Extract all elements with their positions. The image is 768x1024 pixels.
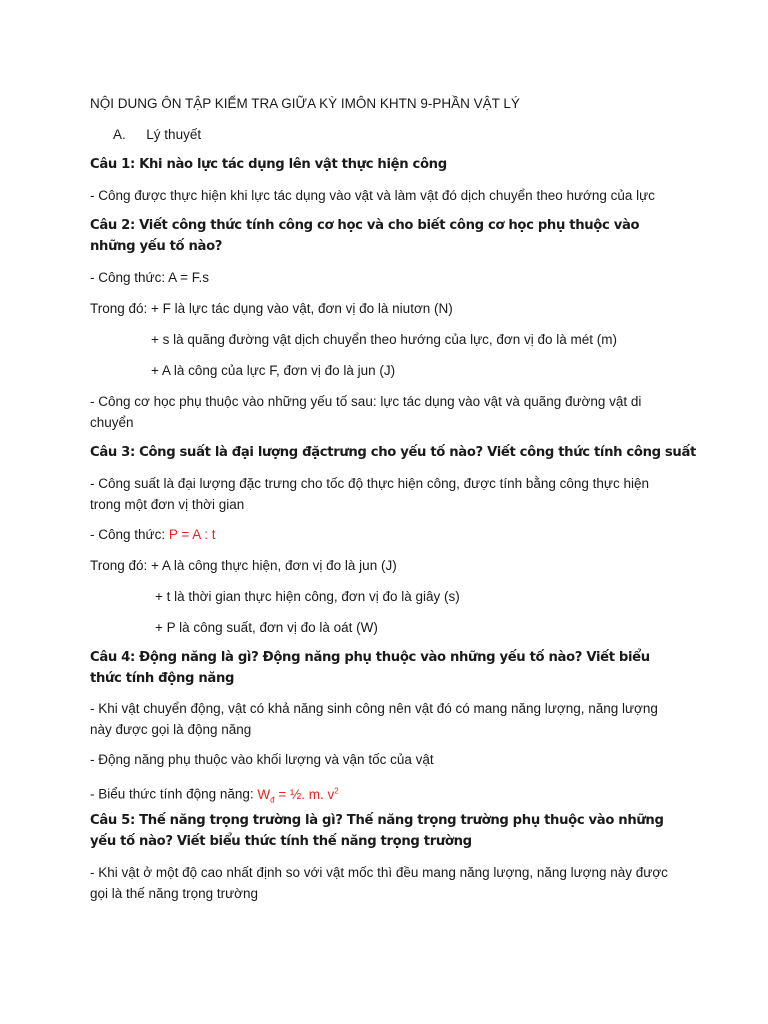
question-3-where-p: + P là công suất, đơn vị đo là oát (W)	[155, 620, 378, 635]
section-a-label: Lý thuyết	[146, 127, 202, 142]
question-2-heading: Câu 2: Viết công thức tính công cơ học và cho biết công cơ học phụ thuộc vào những yếu tố nào?	[90, 218, 640, 254]
question-5-answer-1: - Khi vật ở một độ cao nhất định so với vật mốc thì đều mang năng lượng, năng lượng này được gọi là thế năng trọng trường	[90, 865, 668, 901]
question-3-heading: Câu 3: Công suất là đại lượng đặctrưng cho yếu tố nào? Viết công thức tính công suất	[90, 445, 696, 460]
question-2-where-f: Trong đó: + F là lực tác dụng vào vật, đơn vị đo là niutơn (N)	[90, 301, 453, 316]
question-3-formula: P = A : t	[168, 527, 216, 542]
question-4-formula-line	[90, 780, 339, 810]
question-4-formula-sup: 2	[334, 786, 339, 795]
question-4-heading: Câu 4: Động năng là gì? Động năng phụ thuộc vào những yếu tố nào? Viết biểu thức tính động năng	[90, 650, 650, 686]
question-1-heading: Câu 1: Khi nào lực tác dụng lên vật thực hiện công	[90, 157, 447, 172]
question-2-formula: - Công thức: A = F.s	[90, 270, 209, 285]
section-a-marker: A.	[113, 127, 126, 142]
question-2-where-s: + s là quãng đường vật dịch chuyển theo hướng của lực, đơn vị đo là mét (m)	[151, 332, 618, 347]
question-4-formula-prefix: - Biểu thức tính động năng:	[90, 786, 258, 802]
question-4-formula-rest: = ½. m. v	[274, 786, 335, 802]
question-2-where-a: + A là công của lực F, đơn vị đo là jun (J)	[151, 363, 396, 378]
question-1-answer: - Công được thực hiện khi lực tác dụng vào vật và làm vật đó dịch chuyển theo hướng của lực	[90, 188, 655, 203]
question-4-formula-sub: đ	[270, 795, 275, 805]
question-4-answer-1: - Khi vật chuyển động, vật có khả năng sinh công nên vật đó có mang năng lượng, năng lượng này được gọi là động năng	[90, 701, 658, 737]
question-3-where-t: + t là thời gian thực hiện công, đơn vị đo là giây (s)	[155, 589, 460, 604]
question-3-where-a: Trong đó: + A là công thực hiện, đơn vị đo là jun (J)	[90, 558, 397, 573]
question-3-formula-line	[90, 524, 216, 545]
question-4-formula-w: W	[257, 786, 271, 802]
question-2-depends: - Công cơ học phụ thuộc vào những yếu tố sau: lực tác dụng vào vật và quãng đường vật di chuyển	[90, 394, 642, 430]
section-a-heading	[113, 124, 201, 145]
question-3-answer: - Công suất là đại lượng đặc trưng cho tốc độ thực hiện công, được tính bằng công thực hiện trong một đơn vị thời gian	[90, 476, 649, 512]
document-title: NỘI DUNG ÔN TẬP KIỂM TRA GIỮA KỲ IMÔN KHTN 9-PHẦN VẬT LÝ	[90, 96, 520, 111]
question-4-answer-2: - Động năng phụ thuộc vào khối lượng và vận tốc của vật	[90, 752, 434, 767]
question-3-formula-prefix: - Công thức:	[90, 527, 169, 542]
question-4-formula	[257, 786, 339, 805]
question-5-heading: Câu 5: Thế năng trọng trường là gì? Thế năng trọng trường phụ thuộc vào những yếu tố nào? Viết biểu thức tính thế năng trọng trường	[90, 813, 664, 849]
